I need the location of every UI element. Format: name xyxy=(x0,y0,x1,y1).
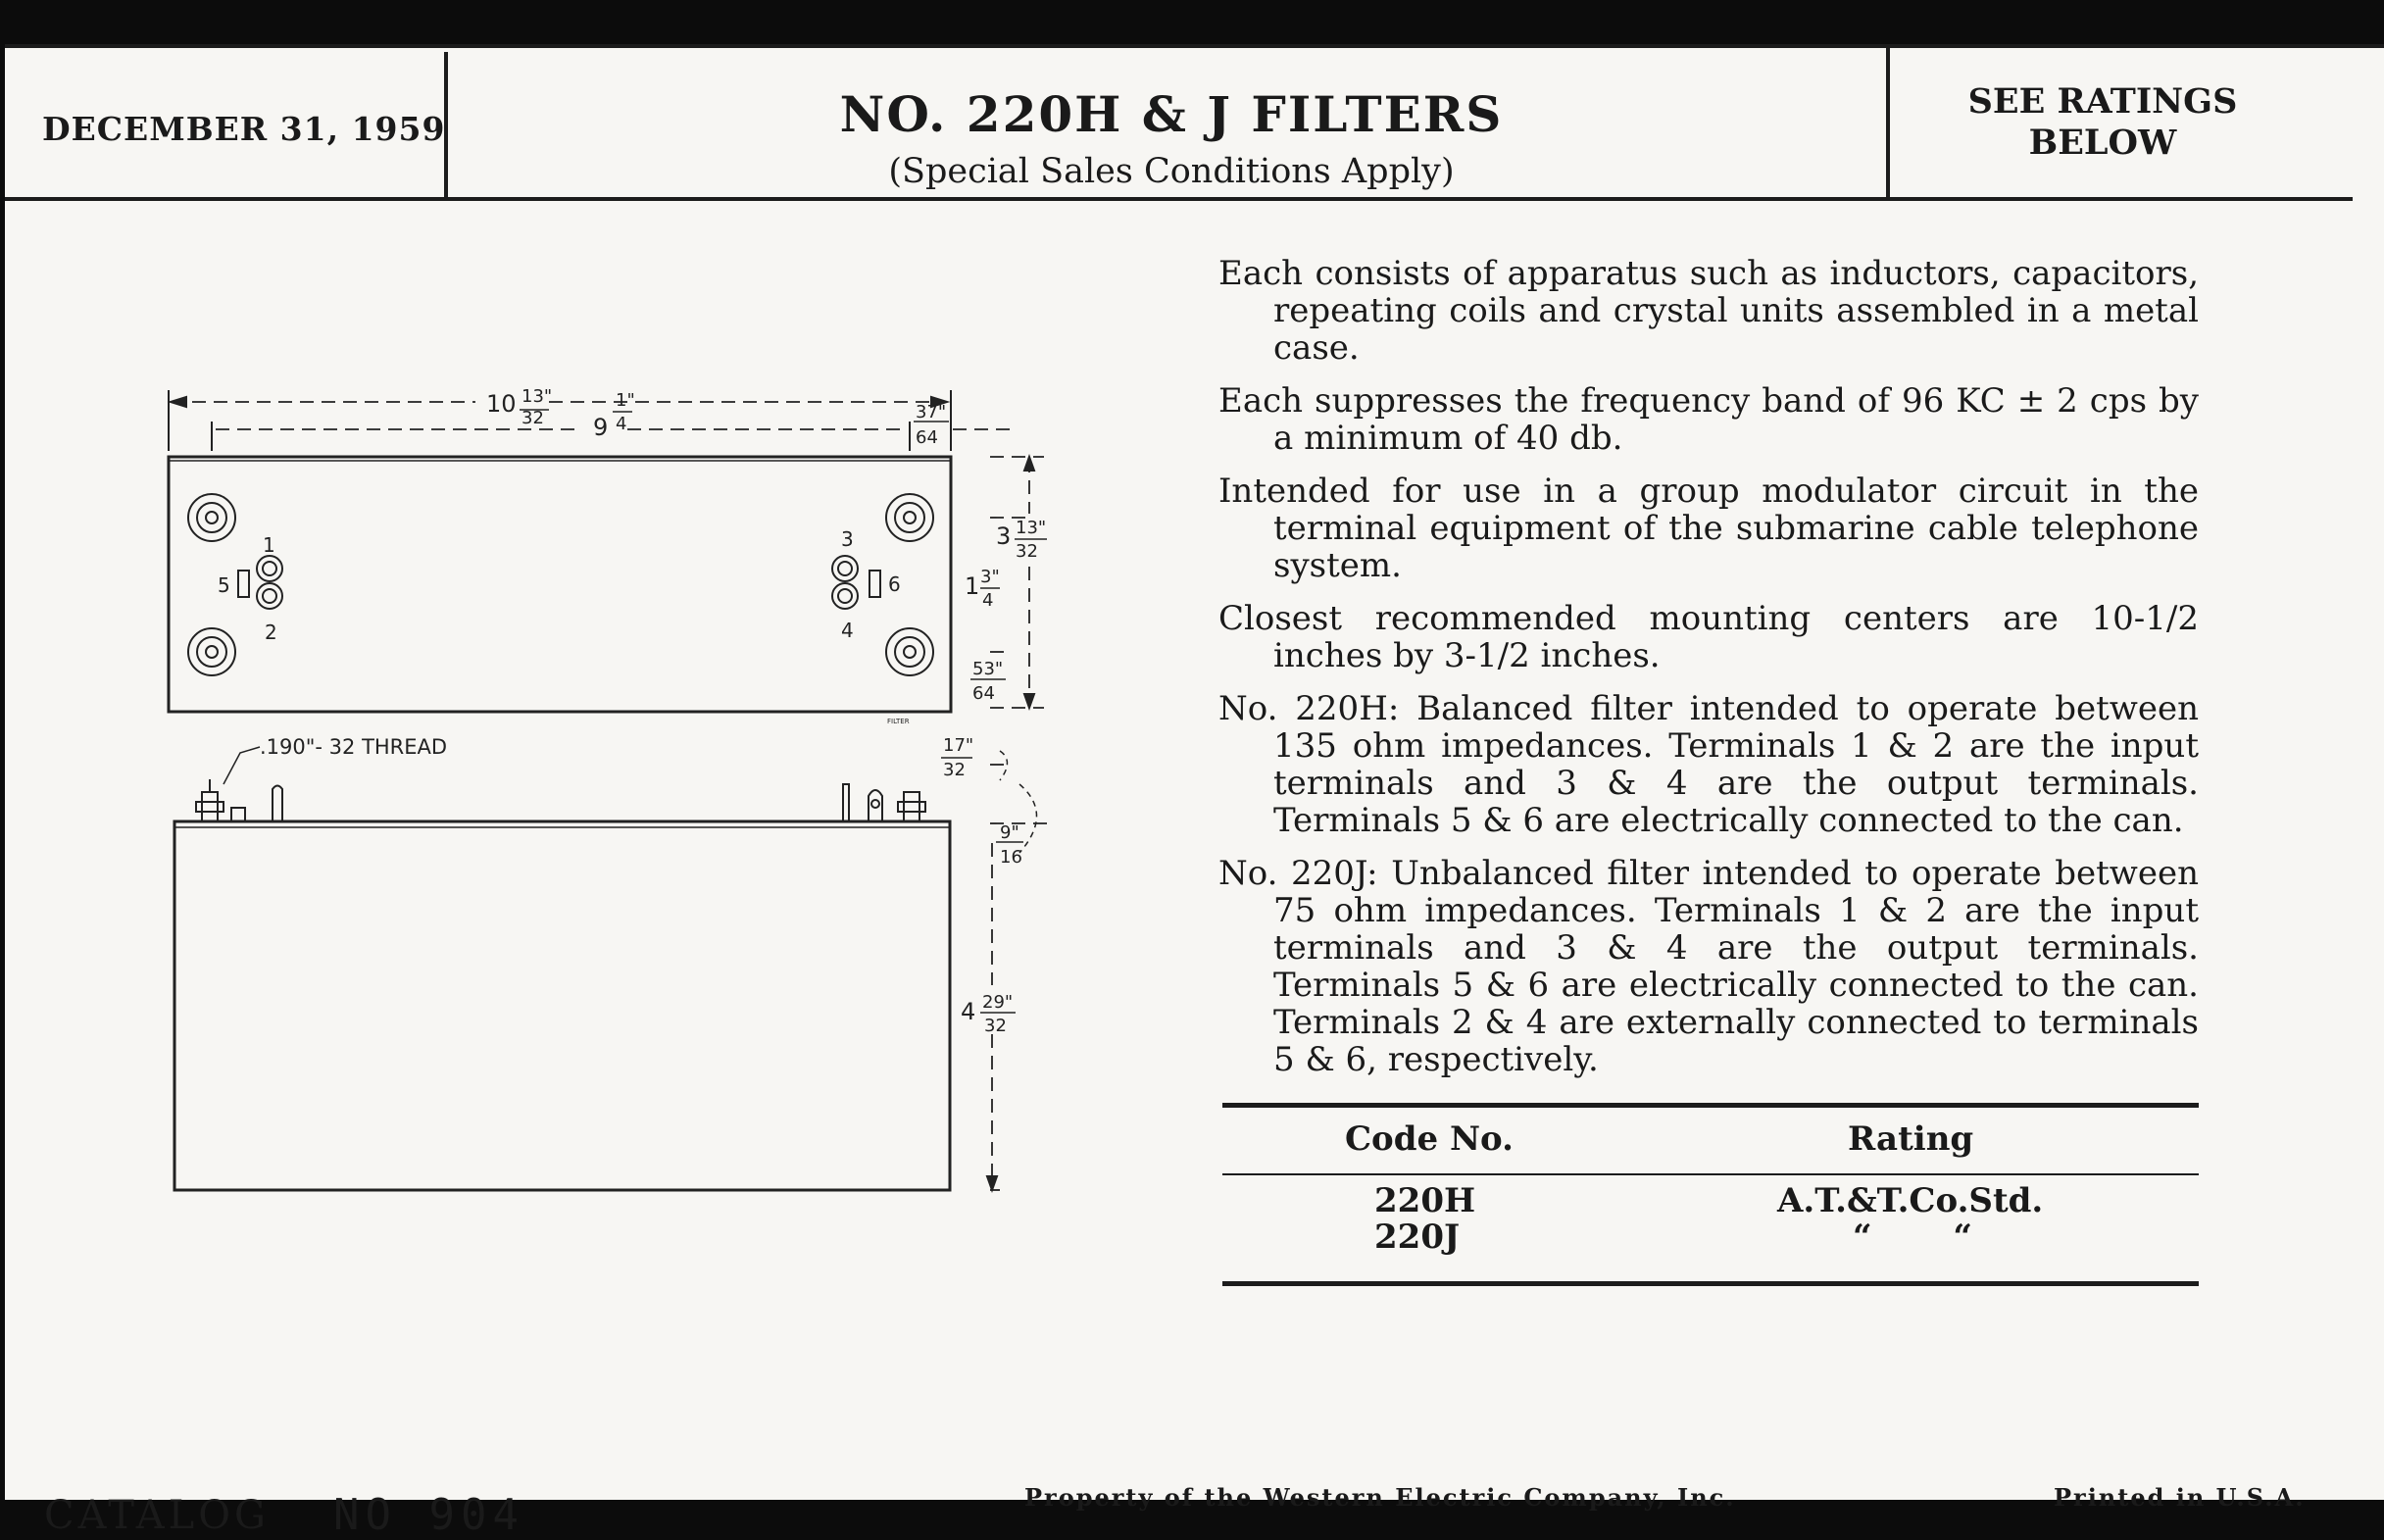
issue-date: DECEMBER 31, 1959 xyxy=(42,110,446,148)
side-view-terminal xyxy=(231,786,282,822)
dim-width-den: 32 xyxy=(522,408,544,428)
catalog-number: NO 904 xyxy=(333,1490,524,1540)
dim-height-num: 29" xyxy=(982,992,1014,1013)
dim-depth-whole: 3 xyxy=(996,522,1012,550)
small-mark: FILTER xyxy=(887,718,910,725)
terminal-label-5: 5 xyxy=(218,573,230,597)
terminal-label-3: 3 xyxy=(841,527,854,551)
dim-width-whole: 10 xyxy=(486,390,517,418)
dim-depth-den: 32 xyxy=(1016,541,1038,562)
dim-mount-whole: 9 xyxy=(593,414,609,441)
description-paragraph: Closest recommended mounting centers are 10-1/2 inches by 3-1/2 inches. xyxy=(1218,599,2199,675)
ratings-note-line-2: BELOW xyxy=(2028,123,2177,163)
table-cell-rating: “ “ xyxy=(1853,1217,1972,1257)
terminal-4 xyxy=(832,583,858,609)
dim-depth-num: 13" xyxy=(1016,518,1047,538)
terminal-label-4: 4 xyxy=(841,619,854,642)
description-paragraph: Each consists of apparatus such as inductors, capacitors, repeating coils and crystal units assembled in a metal case. xyxy=(1218,254,2199,368)
page-subtitle: (Special Sales Conditions Apply) xyxy=(888,152,1455,191)
dim-edge-num: 53" xyxy=(972,659,1004,679)
top-view-case xyxy=(169,457,951,712)
terminal-1 xyxy=(257,556,282,581)
terminal-label-2: 2 xyxy=(265,621,277,644)
terminal-5 xyxy=(238,571,249,597)
dim-mount-depth-whole: 1 xyxy=(965,572,980,600)
side-view-case xyxy=(174,821,950,1190)
table-cell-rating: A.T.&T.Co.Std. xyxy=(1777,1181,2044,1220)
thread-label: .190"- 32 THREAD xyxy=(260,735,448,759)
mounting-hole xyxy=(188,628,235,675)
description-paragraph: No. 220H: Balanced filter intended to operate between 135 ohm impedances. Terminals 1 & 2 are the input terminals and 3 & 4 are the output terminals. Terminals 5 & 6 are electrically connected to the can. xyxy=(1218,689,2199,840)
dim-mount-depth-den: 4 xyxy=(982,590,994,611)
dim-stud-den: 32 xyxy=(943,760,966,780)
dim-stud-num: 17" xyxy=(943,735,974,756)
dim-height-whole: 4 xyxy=(961,998,976,1025)
ratings-note-line-1: SEE RATINGS xyxy=(1967,81,2238,122)
catalog-label: CATALOG xyxy=(44,1493,270,1538)
page-title: NO. 220H & J FILTERS xyxy=(839,85,1504,143)
table-header-rating: Rating xyxy=(1848,1119,1974,1159)
table-header-code: Code No. xyxy=(1345,1119,1514,1159)
description-paragraph: Intended for use in a group modulator circuit in the terminal equipment of the submarine cable telephone system. xyxy=(1218,472,2199,585)
mounting-hole xyxy=(188,494,235,541)
mounting-hole xyxy=(886,628,933,675)
dim-mount-den: 4 xyxy=(616,414,627,434)
property-notice: Property of the Western Electric Company, Inc. xyxy=(1024,1483,1736,1512)
dim-offset-num: 37" xyxy=(916,402,947,422)
dim-edge-den: 64 xyxy=(972,683,995,704)
dim-offset-den: 64 xyxy=(916,427,938,448)
terminal-6 xyxy=(869,571,880,597)
side-view-stud xyxy=(898,792,925,821)
description-paragraph: Each suppresses the frequency band of 96 KC ± 2 cps by a minimum of 40 db. xyxy=(1218,381,2199,458)
mounting-hole xyxy=(886,494,933,541)
printed-notice: Printed in U.S.A. xyxy=(2054,1483,2306,1512)
terminal-3 xyxy=(832,556,858,581)
table-cell-code: 220J xyxy=(1374,1217,1461,1257)
terminal-label-6: 6 xyxy=(888,572,901,596)
terminal-label-1: 1 xyxy=(263,533,275,557)
dim-width-num: 13" xyxy=(522,386,553,407)
dim-mount-num: 1" xyxy=(616,390,635,411)
dim-term-den: 16 xyxy=(1000,847,1022,868)
dim-height-den: 32 xyxy=(984,1016,1007,1036)
table-cell-code: 220H xyxy=(1374,1181,1476,1220)
description-paragraph: No. 220J: Unbalanced filter intended to operate between 75 ohm impedances. Terminals 1 & 2 are the input terminals and 3 & 4 are the output terminals. Terminals 5 & 6 are electrically connected to the can. Terminals 2 & 4 are externally connected to terminals 5 & 6, respectively. xyxy=(1218,854,2199,1079)
dim-term-num: 9" xyxy=(1000,822,1019,843)
side-view-stud xyxy=(196,779,224,821)
dim-mount-depth-num: 3" xyxy=(980,567,1000,587)
terminal-2 xyxy=(257,583,282,609)
side-view-terminal xyxy=(843,784,882,821)
